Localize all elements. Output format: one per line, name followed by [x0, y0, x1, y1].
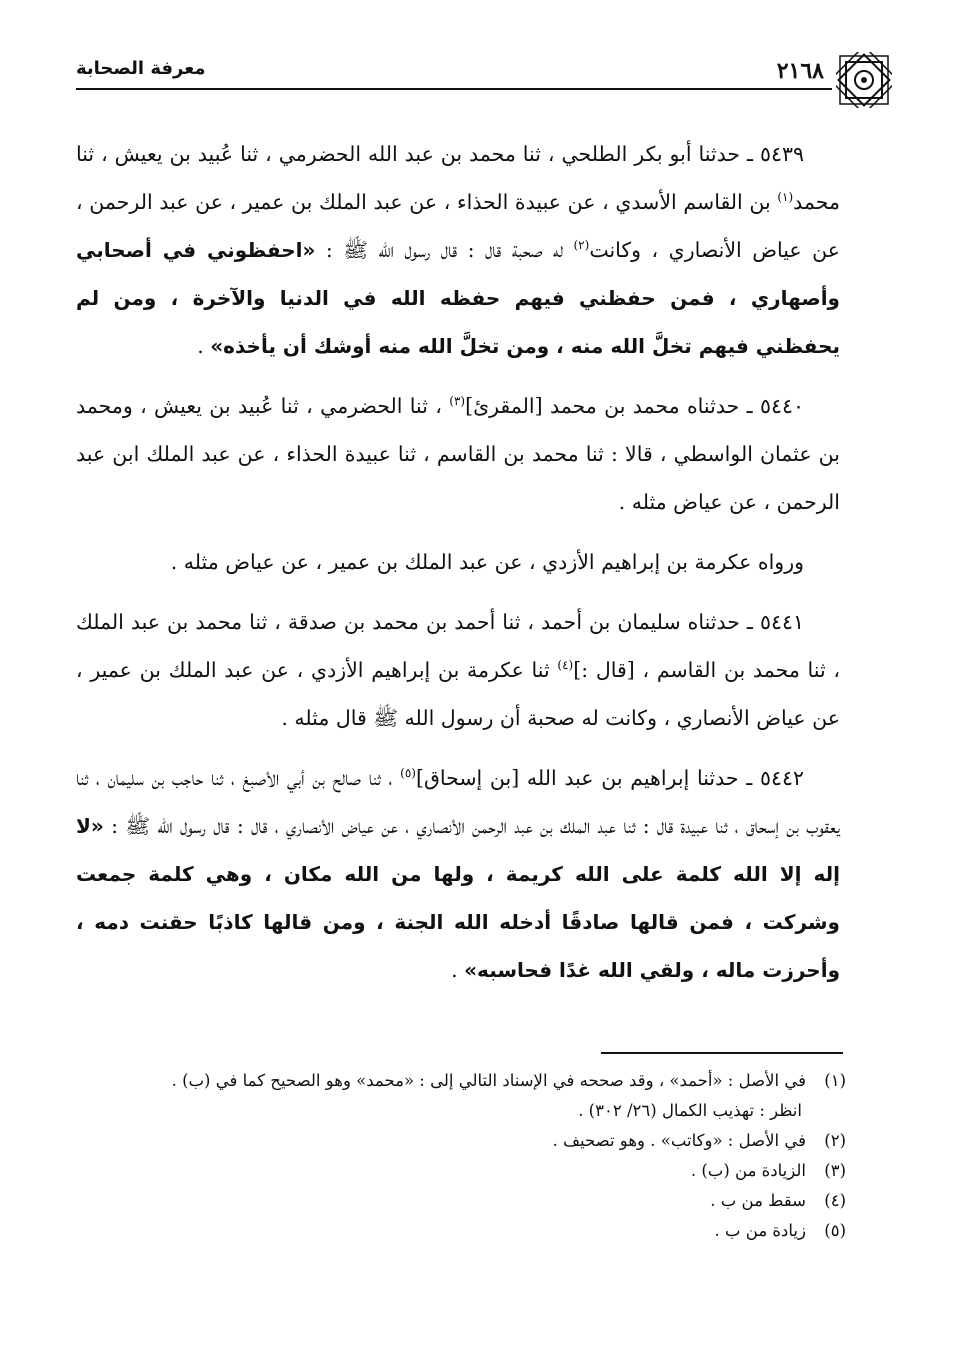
- footnote-4: (٤)سقط من ب .: [710, 1191, 846, 1210]
- narration-note: ورواه عكرمة بن إبراهيم الأزدي ، عن عبد الملك بن عمير ، عن عياض مثله .: [170, 550, 804, 574]
- footnote-1-continuation: انظر : تهذيب الكمال (٢٦/ ٣٠٢) .: [578, 1101, 802, 1120]
- hadith-5440: ٥٤٤٠ ـ حدثناه محمد بن محمد [المقرئ]$^{(٣)}$ ، ثنا الحضرمي ، ثنا عُبيد بن يعيش ، ومحمد بن عثمان الواسطي ، قالا : ثنا محمد بن القاسم ، ثنا عبيدة الحذاء ، عن عبد الملك ابن عبد الرحمن ، عن عياض مثله .: [76, 394, 840, 514]
- footnote-ref: (٣): [449, 394, 466, 409]
- footnote-ref: (٤): [557, 658, 574, 673]
- footnote-1: (١)في الأصل : «أحمد» ، وقد صححه في الإسناد التالي إلى : «محمد» وهو الصحيح كما في (ب) .: [171, 1071, 846, 1090]
- page-header: [76, 52, 892, 108]
- book-title: معرفة الصحابة: [76, 58, 206, 79]
- main-text: [76, 126, 840, 1006]
- hadith-5439: ٥٤٣٩ ـ حدثنا أبو بكر الطلحي ، ثنا محمد بن عبد الله الحضرمي ، ثنا عُبيد بن يعيش ، ثنا محمد$^{(١)}$ بن القاسم الأسدي ، عن عبيدة الحذاء ، عن عبد الملك بن عمير ، عن عبد الرحمن ، عن عياض الأنصاري ، وكانت$^{(٢)}$ له صحبة قال : قال رسول الله ﷺ : «احفظوني في أصحابي وأصهاري ، فمن حفظني فيهم حفظه الله في الدنيا والآخرة ، ومن لم يحفظني فيهم تخلَّ الله منه ، ومن تخلَّ الله منه أوشك أن يأخذه» .: [76, 142, 840, 358]
- footnote-5: (٥)زيادة من ب .: [714, 1221, 846, 1240]
- hadith-matn: «احفظوني في أصحابي وأصهاري ، فمن حفظني فيهم حفظه الله في الدنيا والآخرة ، ومن لم يحفظني فيهم تخلَّ الله منه ، ومن تخلَّ الله منه أوشك أن يأخذه»: [76, 238, 840, 358]
- hadith-5441: ٥٤٤١ ـ حدثناه سليمان بن أحمد ، ثنا أحمد بن محمد بن صدقة ، ثنا محمد بن عبد الملك ، ثنا محمد بن القاسم ، [قال :]$^{(٤)}$ ثنا عكرمة بن إبراهيم الأزدي ، عن عبد الملك بن عمير ، عن عياض الأنصاري ، وكانت له صحبة أن رسول الله ﷺ قال مثله .: [76, 610, 840, 730]
- footnote-3: (٣)الزيادة من (ب) .: [690, 1161, 846, 1180]
- footnote-separator: [601, 1052, 843, 1054]
- star-ornament-icon: [836, 52, 892, 108]
- header-rule: [76, 88, 832, 90]
- footnote-ref: (٢): [573, 238, 590, 253]
- footnotes: [76, 1066, 846, 1246]
- page-number: ٢١٦٨: [776, 58, 824, 84]
- footnote-ref: (٥): [400, 766, 416, 781]
- hadith-matn: «لا إله إلا الله كلمة على الله كريمة ، ولها من الله مكان ، وهي كلمة جمعت وشركت ، فمن قالها صادقًا أدخله الله الجنة ، ومن قالها كاذبًا حقنت دمه ، وأحرزت ماله ، ولقي الله غدًا فحاسبه»: [76, 814, 840, 982]
- footnote-2: (٢)في الأصل : «وكاتب» . وهو تصحيف .: [552, 1131, 846, 1150]
- footnote-ref: (١): [777, 190, 794, 205]
- hadith-5442: ٥٤٤٢ ـ حدثنا إبراهيم بن عبد الله [بن إسحاق]$^{(٥)}$ ، ثنا صالح بن أبي الأصبغ ، ثنا حاجب بن سليمان ، ثنا يعقوب بن إسحاق ، ثنا عبيدة قال : ثنا عبد الملك بن عبد الرحمن الأنصاري ، عن عياض الأنصاري ، قال : قال رسول الله ﷺ : «لا إله إلا الله كلمة على الله كريمة ، ولها من الله مكان ، وهي كلمة جمعت وشركت ، فمن قالها صادقًا أدخله الله الجنة ، ومن قالها كاذبًا حقنت دمه ، وأحرزت ماله ، ولقي الله غدًا فحاسبه» .: [76, 766, 840, 982]
